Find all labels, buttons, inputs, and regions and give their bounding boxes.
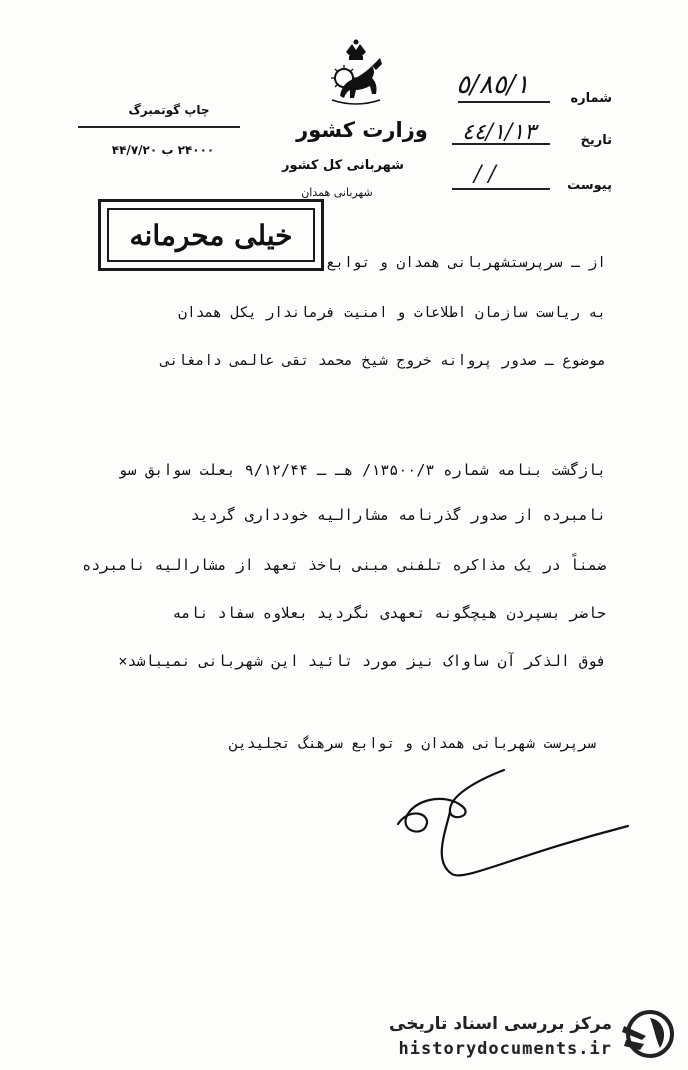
- handwritten-signature: [392, 766, 632, 880]
- printer-divider: [78, 126, 240, 128]
- number-label: شماره: [570, 91, 612, 106]
- confidential-stamp: [98, 199, 324, 271]
- number-value: ٥/٨٥/١: [456, 70, 530, 100]
- history-documents-logo-icon: [620, 1006, 676, 1062]
- attachment-rule: [452, 188, 550, 190]
- stamp-text: خیلی محرمانه: [129, 218, 293, 252]
- body-line: بازگشت بنامه شماره ۱۳۵۰۰/۳/ هـ ـ ۹/۱۲/۴۴ بعلت سوابق سو: [118, 461, 606, 479]
- department-title: شهربانی کل کشور: [282, 158, 404, 173]
- body-line: ضمناً در یک مذاکره تلفنی مبنی باخذ تعهد از مشارالیه نامبرده: [82, 556, 606, 574]
- lion-and-sun-emblem-icon: [322, 38, 390, 110]
- footer-url: historydocuments.ir: [398, 1039, 612, 1059]
- letter-subject: موضوع ـ صدور پروانه خروج شیخ محمد تقی عالمی دامغانی: [160, 353, 606, 369]
- ministry-title: وزارت کشور: [296, 118, 428, 142]
- date-value: ٤٤/١/١٣: [462, 120, 536, 145]
- printer-code: ۲۴۰۰۰ ب ۴۴/۷/۲۰: [111, 143, 215, 157]
- footer-org-name: مرکز بررسی اسناد تاریخی: [389, 1014, 612, 1034]
- body-line: حاضر بسپردن هیچگونه تعهدی نگردید بعلاوه سفاد نامه: [172, 604, 606, 622]
- attachment-value: / /: [474, 162, 496, 187]
- city-office-title: شهربانی همدان: [301, 186, 373, 199]
- date-label: تاریخ: [580, 133, 612, 148]
- signature-line: سرپرست شهربانی همدان و توابع سرهنگ تجلیدین: [229, 736, 596, 752]
- letter-from: از ـ سرپرستشهربانی همدان و توابع: [326, 255, 606, 271]
- number-rule: [458, 101, 550, 103]
- body-line: فوق الذکر آن ساواک نیز مورد تائید این شهربانی نمیباشد×: [118, 652, 606, 670]
- body-line: نامبرده از صدور گذرنامه مشارالیه خودداری گردید: [190, 506, 606, 524]
- letter-to: به ریاست سازمان اطلاعات و امنیت فرماندار یکل همدان: [178, 305, 606, 321]
- printer-label: چاپ گوتمبرگ: [128, 103, 210, 117]
- attachment-label: پیوست: [567, 178, 612, 193]
